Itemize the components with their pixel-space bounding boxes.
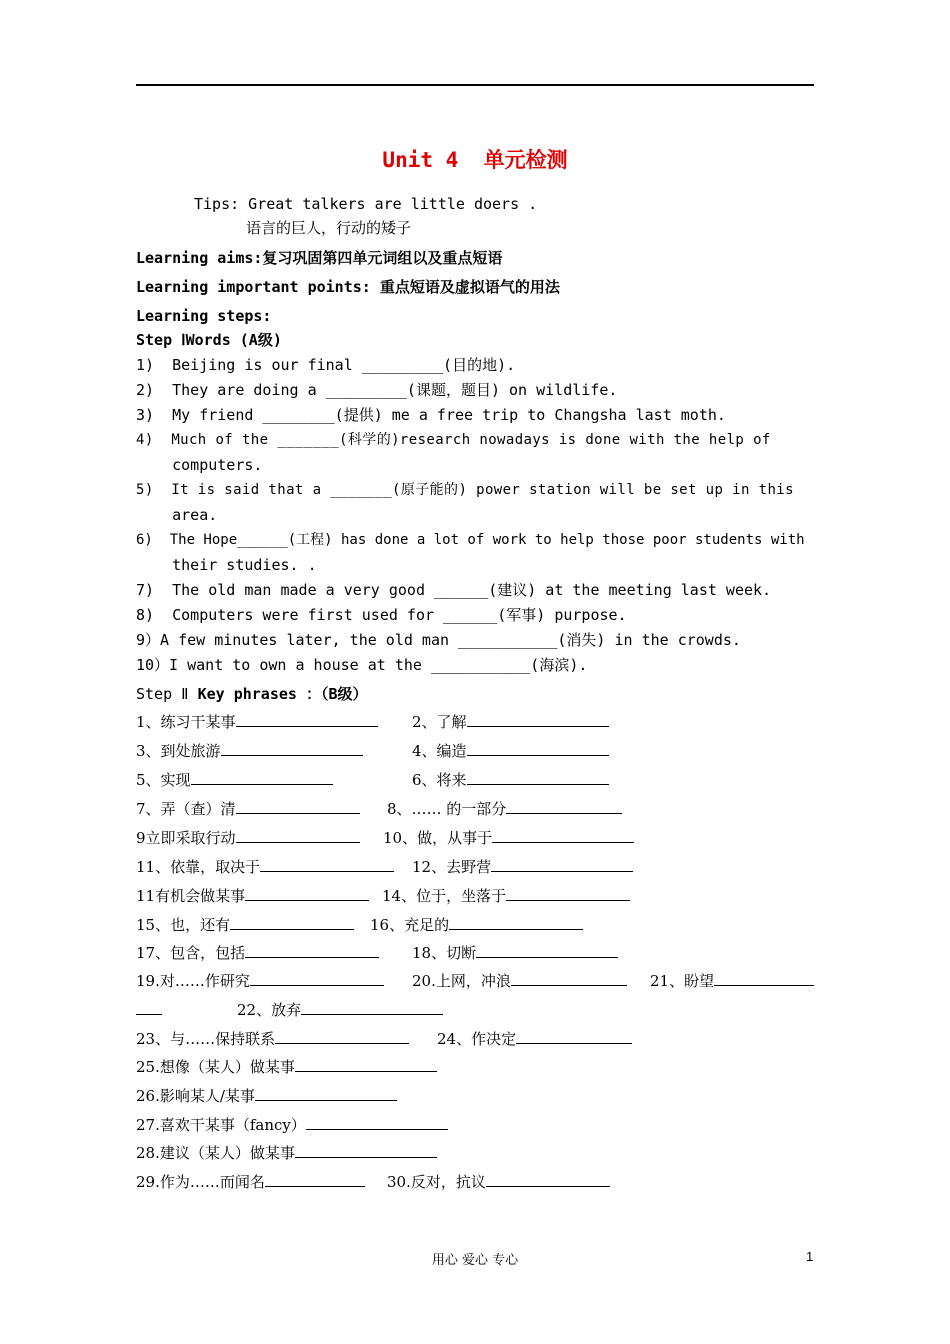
step1-title: Step ⅠWords (A级)	[136, 331, 282, 349]
word-item: 8) Computers were first used for ______(军事) purpose.	[136, 606, 627, 624]
phrase-item: 11有机会做某事	[136, 886, 369, 906]
word-item: 2) They are doing a _________(课题，题目) on wildlife.	[136, 381, 618, 399]
word-item: their studies. .	[136, 556, 317, 574]
phrase-item: 8、…… 的一部分	[387, 799, 622, 819]
step2-title-prefix: Step Ⅱ	[136, 685, 198, 703]
page-title: Unit 4 单元检测	[382, 148, 568, 172]
word-item: 10）I want to own a house at the ___________(海滨).	[136, 656, 588, 674]
phrase-item: 16、充足的	[370, 915, 583, 935]
phrase-item: 24、作决定	[437, 1029, 632, 1049]
phrase-item: 3、到处旅游	[136, 741, 363, 761]
learning-aims: Learning aims:复习巩固第四单元词组以及重点短语	[136, 249, 503, 267]
phrase-item: 29.作为……而闻名	[136, 1172, 365, 1192]
phrase-item: 6、将来	[412, 770, 609, 790]
step2-title	[136, 684, 367, 704]
phrase-item: 19.对……作研究	[136, 971, 384, 991]
phrase-item: 26.影响某人/某事	[136, 1086, 397, 1106]
tips-en: Tips: Great talkers are little doers .	[194, 195, 538, 213]
word-item: 3) My friend ________(提供) me a free trip to Changsha last moth.	[136, 406, 726, 424]
phrase-item: 25.想像（某人）做某事	[136, 1057, 437, 1077]
learning-steps-label: Learning steps:	[136, 307, 272, 325]
step2-title-main: Key phrases ：（B级）	[197, 685, 368, 703]
word-item: 4) Much of the _______(科学的)research nowadays is done with the help of	[136, 432, 771, 448]
tips-cn: 语言的巨人，行动的矮子	[246, 219, 412, 237]
phrase-item: 23、与……保持联系	[136, 1029, 409, 1049]
page-number: 1	[806, 1249, 814, 1264]
phrase-item: 4、编造	[412, 741, 609, 761]
phrase-item: 14、位于，坐落于	[382, 886, 630, 906]
phrase-item: 5、实现	[136, 770, 333, 790]
phrase-item: 28.建议（某人）做某事	[136, 1143, 437, 1163]
phrase-item: 12、去野营	[412, 857, 633, 877]
word-item: 1) Beijing is our final _________(目的地).	[136, 356, 516, 374]
phrase-item: 21、盼望	[650, 971, 814, 991]
phrase-item: 22、放弃	[237, 1000, 443, 1020]
header-rule	[136, 84, 814, 86]
learning-points: Learning important points: 重点短语及虚拟语气的用法	[136, 278, 560, 296]
phrase-item: 30.反对，抗议	[387, 1172, 610, 1192]
phrase-item: 15、也，还有	[136, 915, 354, 935]
word-item: 7) The old man made a very good ______(建议) at the meeting last week.	[136, 581, 772, 599]
phrase-item: 2、了解	[412, 712, 609, 732]
word-item: area.	[136, 506, 218, 524]
phrase-item: 27.喜欢干某事（fancy）	[136, 1115, 448, 1135]
page-footer: 用心 爱心 专心	[431, 1253, 519, 1268]
phrase-item: 11、依靠，取决于	[136, 857, 394, 877]
phrase-item: 7、弄（查）清	[136, 799, 360, 819]
phrase-item: 17、包含，包括	[136, 943, 379, 963]
word-item: 5) It is said that a _______(原子能的) power station will be set up in this	[136, 482, 794, 498]
phrase-continuation	[136, 1000, 162, 1020]
word-item: computers.	[136, 456, 263, 474]
phrase-item: 18、切断	[412, 943, 618, 963]
phrase-item: 10、做，从事于	[383, 828, 634, 848]
phrase-item: 20.上网，冲浪	[412, 971, 627, 991]
word-item: 9）A few minutes later, the old man ___________(消失) in the crowds.	[136, 631, 741, 649]
word-item: 6) The Hope______(工程) has done a lot of work to help those poor students with	[136, 532, 805, 548]
phrase-item: 9立即采取行动	[136, 828, 360, 848]
phrase-item: 1、练习干某事	[136, 712, 378, 732]
